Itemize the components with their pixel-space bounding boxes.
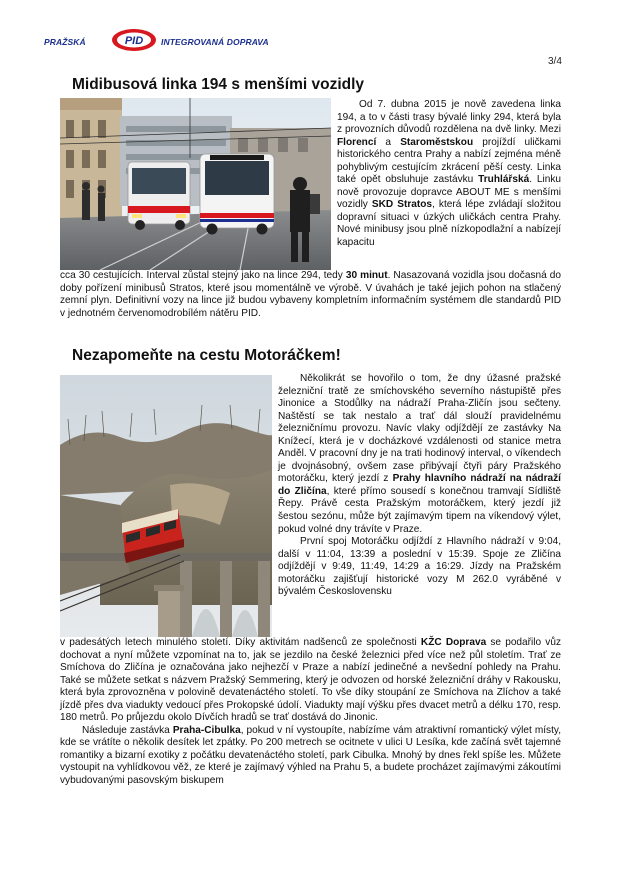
train-photo-image xyxy=(60,375,272,637)
a1-bold-florenc: Florencí xyxy=(337,136,377,148)
article1-paragraph-wrapped xyxy=(337,99,561,250)
a1-text: Od 7. dubna 2015 je nově zavedena linka 194, a to v části trasy bývalé linky 294, která byla z provozních důvodů rozdělena na dvě linky. Mezi xyxy=(337,99,561,136)
article2-paragraphs-full xyxy=(60,637,561,788)
a2-bold-praha-cibulka: Praha-Cibulka xyxy=(172,724,241,736)
article2-title: Nezapomeňte na cestu Motoráčkem! xyxy=(72,347,341,364)
pid-logo xyxy=(44,28,269,54)
a2-text: První spoj Motoráčku odjíždí z Hlavního nádraží v 9:04, další v 11:04, 13:39 a poslední v 15:39. Spoje ze Zličína odjíždějí v 9:49, 11:49, 14:29 a 16:29. Jízdy na Pražském motoráčku zajišťují historické vozy M 262.0 vyráběné v bývalém Československu xyxy=(278,536,561,598)
bus-photo xyxy=(60,98,331,270)
a1-text: , která lépe zvládají složitou dopravní situaci v úzkých uličkách centra Prahy. Nové minibusy jsou plně nízkopodlažní a nabízejí kapacitu xyxy=(337,199,561,249)
a2-text: v padesátých letech minulého století. Díky aktivitám nadšenců ze společnosti xyxy=(60,637,421,648)
a1-text: . Nasazovaná vozidla jsou dočasná do doby pořízení minibusů Stratos, které jsou momentálně ve výrobě. V úvahách je také jejich pohon na stlačený zemní plyn. Definitivní vozy na lince již budou vybaveny kompletním informačním systémem dle standardů PID v jednotném červenomodrobílém nátěru PID. xyxy=(60,270,561,319)
a2-bold-kzc-doprava: KŽC Doprava xyxy=(420,637,487,648)
a2-text: , které přímo sousedí s konečnou tramvají Sídliště Řepy. Právě cesta Pražským motoráčkem, který jezdí již šestou sezónu, může být zajímavým tipem na víkendový výlet, pokud volné dny trávíte v Praze. xyxy=(278,485,561,535)
a1-bold-skd-stratos: SKD Stratos xyxy=(371,199,433,211)
a1-bold-30-minut: 30 minut xyxy=(345,270,388,281)
logo-text-left: PRAŽSKÁ xyxy=(44,37,86,47)
a1-text: projíždí uličkami historického centra Prahy a nabízí zejména méně pohyblivým cestujícím zkrácení pěší cesty. Linka také opět obsluhuje zastávku xyxy=(337,136,561,186)
train-photo xyxy=(60,375,272,637)
page-number: 3/4 xyxy=(548,56,562,67)
a1-text: cca 30 cestujících. Interval zůstal stejný jako na lince 294, tedy xyxy=(60,270,346,281)
a2-text: , pokud v ní vystoupíte, nabízíme vám atraktivní romantický výlet místy, kde se vrátíte o několik desítek let zpátky. Po 200 metrech se ocitnete v ulici U Lesíka, kde začíná svět tajemné romantiky a bizarní exotiky z počátku devatenáctého století, park Cibulka. Mnohý by dnes řekl spíše les. Můžete vystoupit na vyhlídkovou věž, ze které je zajímavý výhled na Prahu 5, a budete procházet zajímavými zákoutími vybudovanými pasovským biskupem xyxy=(60,724,561,787)
article1-paragraph-full xyxy=(60,270,561,320)
article2-paragraphs-wrapped xyxy=(278,373,561,599)
a2-text: se podařilo vůz dochovat a nyní můžete vzpomínat na to, jak se jezdilo na české železnici před více než půl stoletím. Trať ze Smíchova do Zličína je označována jako nejhezčí v Praze a nabízí jedinečné a nevšední pohledy na Prahu. Také se můžete setkat s názvem Pražský Semmering, který je odvozen od horské železniční dráhy v Rakousku, která byla zprovozněna v polovině devatenáctého století. To vše díky stoupání ze Smíchova na Zlíchov a také jízdě přes dva viadukty vedoucí přes Prokopské údolí. Viadukty mají výšku přes dvacet metrů a délku 170, resp. 180 metrů. Po průjezdu okolo Dívčích hradů se trať dostává do Jinonic. xyxy=(60,637,561,724)
a1-text: a xyxy=(376,136,401,148)
bus-photo-image xyxy=(60,98,331,270)
a2-bold-route: Prahy hlavního nádraží na nádraží do Zličína xyxy=(278,473,561,497)
a1-text: . Linku nově provozuje dopravce ABOUT ME s menšími vozidly xyxy=(337,174,561,211)
logo-text-right: INTEGROVANÁ DOPRAVA xyxy=(161,37,269,47)
pid-logo-emblem xyxy=(111,28,157,52)
a2-text: Několikrát se hovořilo o tom, že dny úžasné pražské železniční tratě ze smíchovského severního nástupiště přes Jinonice a Stodůlky na nádraží Praha-Zličín jsou sečteny. Naštěstí se tak nestalo a trať dál slouží pravidelnému železničnímu provozu. Navíc vlaky odjíždějí ze zastávky Na Knížecí, která je v docházkové vzdálenosti od stanice metra Anděl. V pracovní dny je na trati hodinový interval, o víkendech je dvojnásobný, ovšem zase přibývají čtyři páry Pražského motoráčku, který jezdí z xyxy=(278,373,561,485)
logo-emblem-text: PID xyxy=(124,35,144,47)
a2-text: Následuje zastávka xyxy=(82,724,173,736)
article1-title: Midibusová linka 194 s menšími vozidly xyxy=(72,76,365,93)
a1-bold-staromestska: Staroměstskou xyxy=(400,136,474,148)
a1-bold-truhlarska: Truhlářská xyxy=(478,174,530,186)
